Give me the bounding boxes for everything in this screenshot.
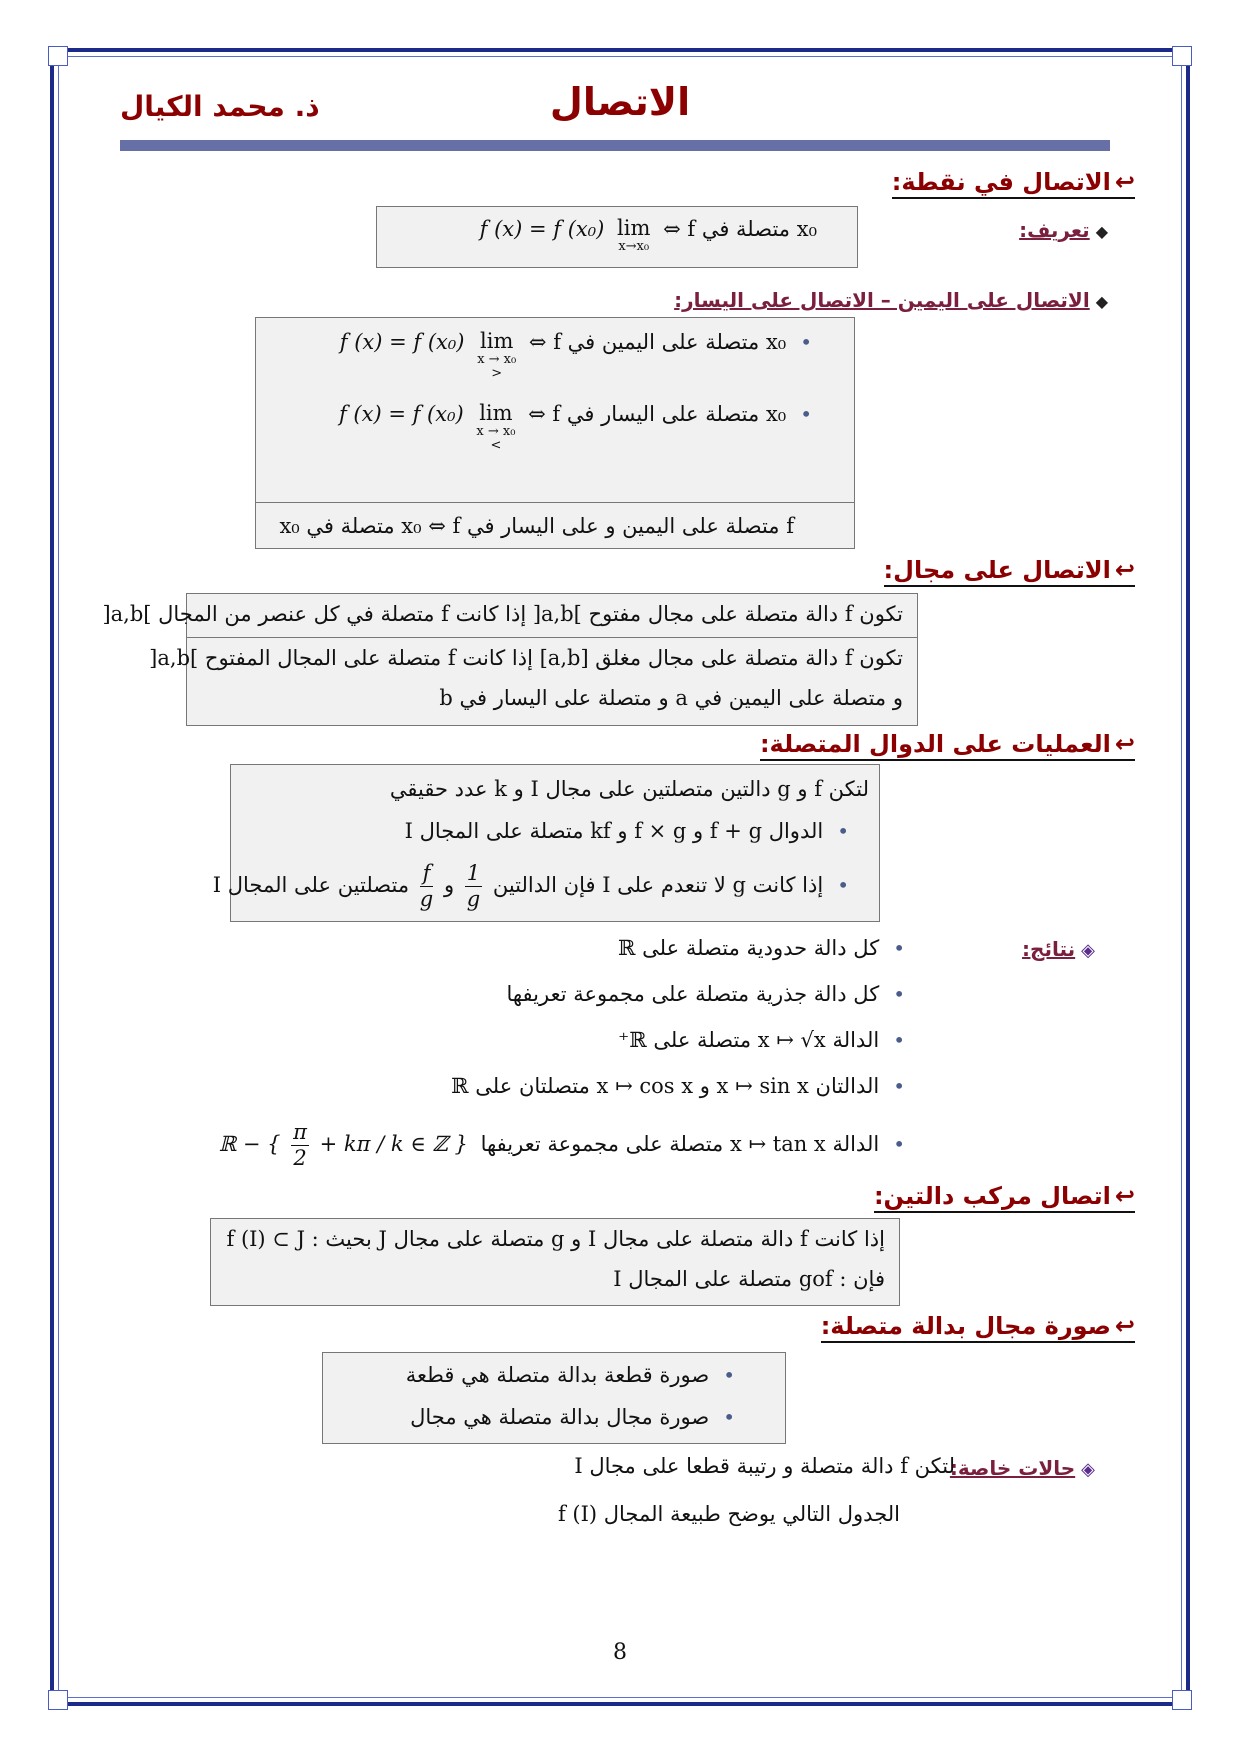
section-heading-point: ↩الاتصال في نقطة: — [892, 168, 1135, 199]
frame-corner — [1172, 46, 1192, 66]
operations-intro: لتكن f و g دالتين متصلتين على مجال I و k عدد حقيقي — [389, 777, 869, 801]
tan-domain-set: ℝ − { $\frac{\pi}{2}$ + kπ / k ∈ ℤ } — [218, 1120, 468, 1171]
arrow-bullet-icon: ◆ — [1095, 222, 1108, 241]
page-title: الاتصال — [549, 80, 691, 124]
arrow-bullet-icon: ◆ — [1095, 292, 1108, 311]
results-label: ◈نتائج: — [1022, 937, 1095, 961]
left-continuity-formula: •x₀ متصلة على اليسار في f ⇔ lim x → x₀ < f (x) = f (x₀) — [338, 401, 812, 454]
return-arrow-icon: ↩ — [1114, 730, 1135, 758]
author-name: ذ. محمد الكيال — [120, 90, 320, 123]
closed-interval-text: تكون f دالة متصلة على مجال مغلق [a,b] إذا كانت f متصلة على المجال المفتوح ]a,b[ — [149, 646, 903, 670]
section-heading-image: ↩صورة مجال بدالة متصلة: — [821, 1312, 1135, 1343]
bullet-icon: • — [893, 1028, 905, 1052]
result-item-4: •الدالتان x ↦ sin x و x ↦ cos x متصلتان على ℝ — [451, 1074, 905, 1098]
frame-corner — [48, 1690, 68, 1710]
bullet-icon: • — [837, 873, 849, 898]
composition-line-1: إذا كانت f دالة متصلة على مجال I و g متصلة على مجال J بحيث : f (I) ⊂ J — [226, 1227, 885, 1251]
box-divider — [256, 502, 854, 503]
diamond-bullet-icon: ◈ — [1081, 940, 1095, 961]
operations-item-2: •إذا كانت g لا تنعدم على I فإن الدالتين $\frac{1}{g}$ و $\frac{f}{g}$ متصلتين على المجال I — [212, 861, 849, 912]
special-cases-label: ◈حالات خاصة: — [949, 1456, 1095, 1480]
frame-corner — [48, 46, 68, 66]
operations-box — [212, 764, 880, 922]
special-cases-text: لتكن f دالة متصلة و رتيبة قطعا على مجال I — [574, 1454, 955, 1478]
bullet-icon: • — [893, 1132, 905, 1157]
section-heading-interval: ↩الاتصال على مجال: — [884, 556, 1135, 587]
return-arrow-icon: ↩ — [1114, 556, 1135, 584]
bullet-icon: • — [723, 1405, 735, 1429]
frame-corner — [1172, 1690, 1192, 1710]
bullet-icon: • — [893, 1074, 905, 1098]
result-item-1: •كل دالة حدودية متصلة على ℝ — [618, 936, 905, 960]
open-interval-text: تكون f دالة متصلة على مجال مفتوح ]a,b[ إذا كانت f متصلة في كل عنصر من المجال ]a,b[ — [102, 602, 903, 626]
return-arrow-icon: ↩ — [1114, 168, 1135, 196]
definition-label: ◆تعريف: — [1019, 218, 1108, 242]
composition-line-2: فإن : gof متصلة على المجال I — [613, 1267, 885, 1291]
definition-formula: x₀ متصلة في f ⇔ lim x→x₀ f (x) = f (x₀) — [479, 216, 817, 255]
bullet-icon: • — [837, 819, 849, 843]
result-item-5: •الدالة x ↦ tan x متصلة على مجموعة تعريفها ℝ − { $\frac{\pi}{2}$ + kπ / k ∈ ℤ } — [218, 1120, 905, 1171]
title-underline — [120, 140, 1110, 151]
result-item-2: •كل دالة جذرية متصلة على مجموعة تعريفها — [506, 982, 905, 1006]
limit-operator: lim x → x₀ < — [476, 401, 516, 454]
section-heading-composition: ↩اتصال مركب دالتين: — [874, 1182, 1135, 1213]
section-heading-operations: ↩العمليات على الدوال المتصلة: — [760, 730, 1135, 761]
image-box — [322, 1352, 786, 1444]
bullet-icon: • — [893, 982, 905, 1006]
box-divider — [187, 637, 917, 638]
closed-interval-text-2: و متصلة على اليمين في a و متصلة على اليسار في b — [439, 686, 903, 710]
composition-box — [210, 1218, 900, 1306]
limit-operator: lim x → x₀ > — [477, 329, 517, 382]
lateral-box — [255, 317, 855, 549]
bullet-icon: • — [800, 402, 812, 426]
return-arrow-icon: ↩ — [1114, 1312, 1135, 1340]
bullet-icon: • — [893, 936, 905, 960]
fraction-one-over-g: $\frac{1}{g}$ — [466, 861, 481, 912]
image-item-1: •صورة قطعة بدالة متصلة هي قطعة — [405, 1363, 735, 1387]
diamond-bullet-icon: ◈ — [1081, 1459, 1095, 1480]
right-continuity-formula: •x₀ متصلة على اليمين في f ⇔ lim x → x₀ > f (x) = f (x₀) — [339, 329, 812, 382]
return-arrow-icon: ↩ — [1114, 1182, 1135, 1210]
lateral-label: ◆الاتصال على اليمين – الاتصال على اليسار: — [674, 288, 1108, 312]
result-item-3: •الدالة x ↦ √x متصلة على ℝ⁺ — [618, 1028, 905, 1052]
interval-box — [102, 593, 918, 726]
fraction-pi-over-2: $\frac{\pi}{2}$ — [293, 1120, 307, 1171]
special-cases-text-2: الجدول التالي يوضح طبيعة المجال f (I) — [557, 1502, 900, 1526]
fraction-f-over-g: $\frac{f}{g}$ — [419, 861, 434, 912]
bullet-icon: • — [723, 1363, 735, 1387]
limit-operator: lim x→x₀ — [617, 216, 651, 255]
bullet-icon: • — [800, 330, 812, 354]
definition-box — [376, 206, 858, 268]
operations-item-1: •الدوال f + g و f × g و kf متصلة على المجال I — [404, 819, 849, 843]
document-page — [90, 60, 1150, 1700]
lateral-summary: f متصلة على اليمين و على اليسار في x₀ ⇔ f متصلة في x₀ — [279, 514, 794, 538]
page-number: 8 — [613, 1640, 627, 1665]
image-item-2: •صورة مجال بدالة متصلة هي مجال — [410, 1405, 735, 1429]
